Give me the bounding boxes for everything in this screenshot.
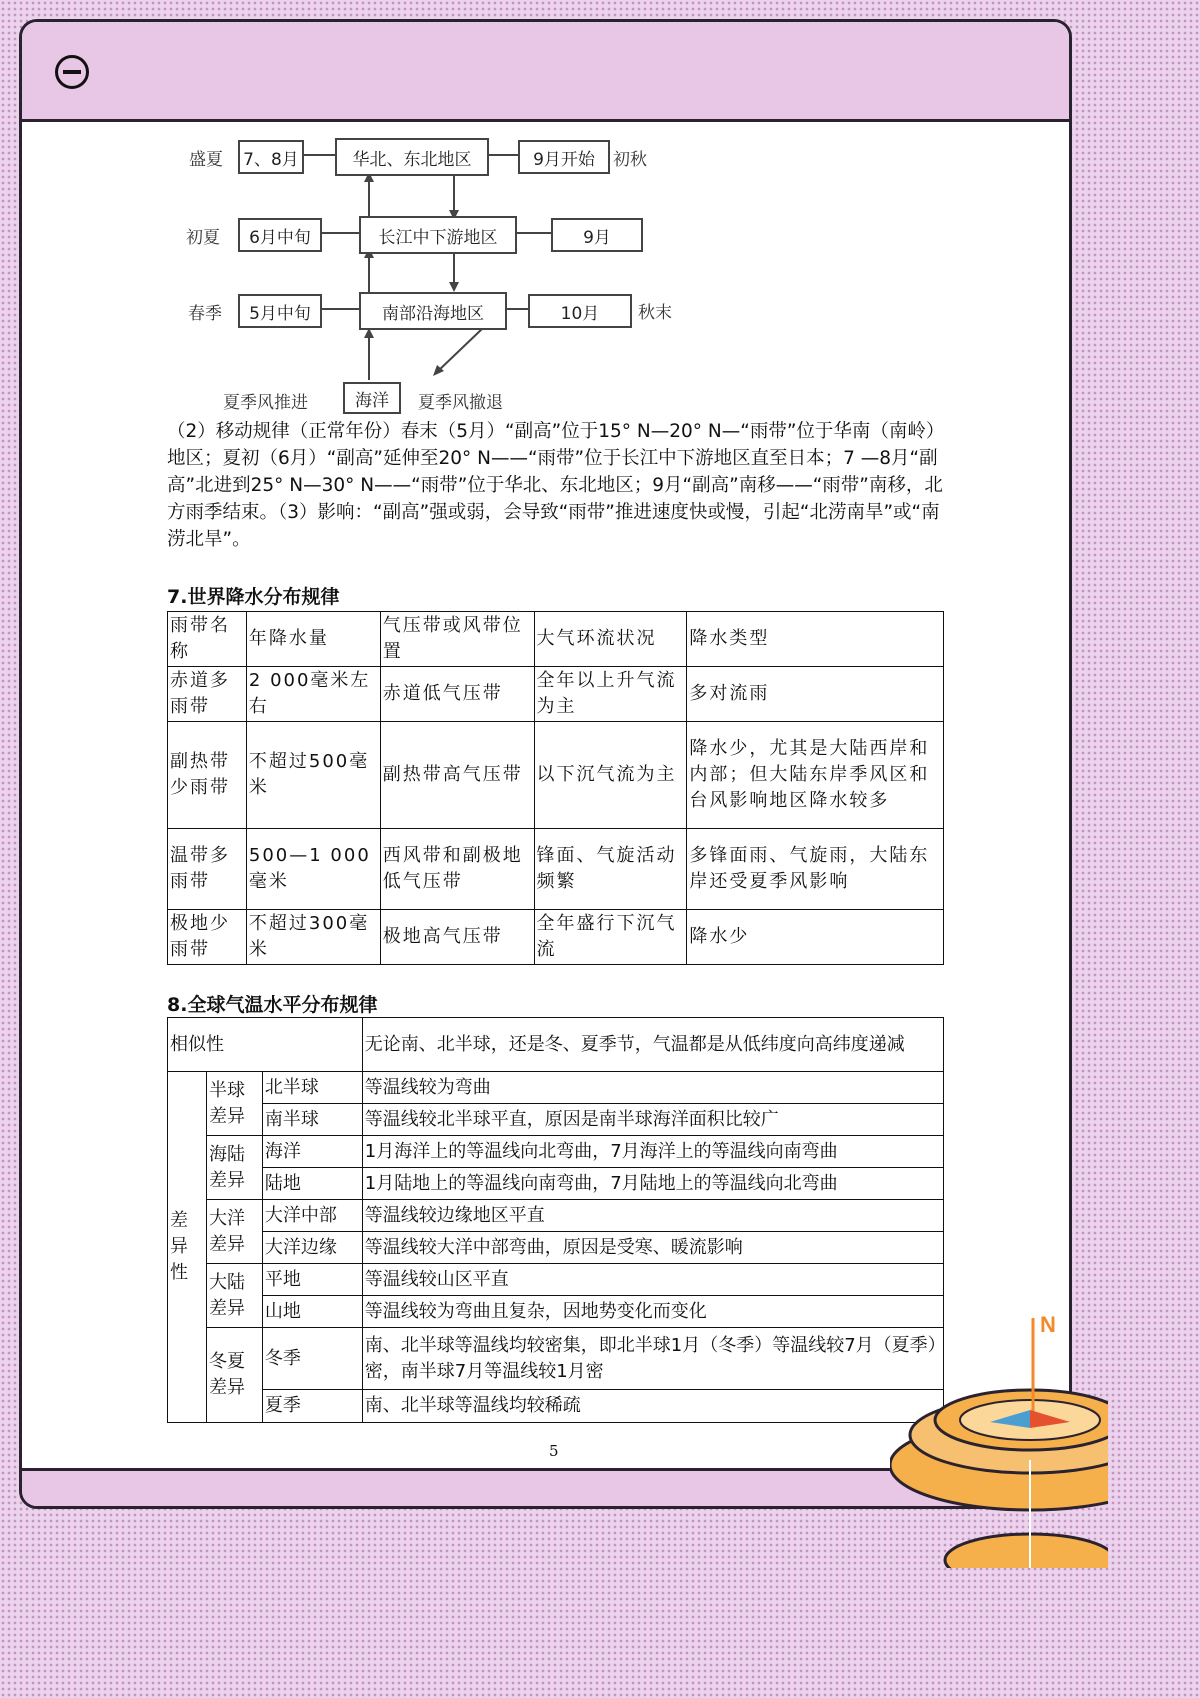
table-cell: 锋面、气旋活动频繁 — [534, 829, 687, 910]
table-cell: 极地高气压带 — [380, 910, 534, 965]
group-label: 大陆差异 — [206, 1264, 262, 1328]
similarity-text: 无论南、北半球，还是冬、夏季节，气温都是从低纬度向高纬度递减 — [362, 1018, 943, 1072]
temperature-table — [167, 1017, 944, 1423]
table-row — [168, 910, 944, 965]
item-label: 大洋中部 — [262, 1200, 362, 1232]
table-cell: 全年以上升气流为主 — [534, 667, 687, 722]
page-number: 5 — [549, 1442, 559, 1460]
table-header-cell: 气压带或风带位置 — [380, 612, 534, 667]
item-text: 南、北半球等温线均较密集，即北半球1月（冬季）等温线较7月（夏季）密，南半球7月等温线较1月密 — [362, 1328, 943, 1390]
table-header-cell: 大气环流状况 — [534, 612, 687, 667]
table-header-cell: 雨带名称 — [168, 612, 247, 667]
group-label: 冬夏差异 — [206, 1328, 262, 1423]
table-row — [168, 1200, 944, 1232]
diagram-start-box: 5月中旬 — [238, 294, 322, 328]
item-label: 北半球 — [262, 1072, 362, 1104]
diagram-end-season-label: 秋末 — [638, 303, 672, 323]
table-row — [168, 722, 944, 829]
table-cell: 副热带高气压带 — [380, 722, 534, 829]
diagram-region-box: 华北、东北地区 — [335, 138, 489, 176]
diagram-start-box: 6月中旬 — [238, 218, 322, 252]
item-text: 等温线较山区平直 — [362, 1264, 943, 1296]
table-cell: 降水少，尤其是大陆西岸和内部；但大陆东岸季风区和台风影响地区降水较多 — [687, 722, 944, 829]
table-cell: 500—1 000毫米 — [246, 829, 380, 910]
diagram-season-label: 春季 — [188, 304, 222, 324]
table-cell: 西风带和副极地低气压带 — [380, 829, 534, 910]
item-label: 海洋 — [262, 1136, 362, 1168]
item-text: 等温线较为弯曲且复杂，因地势变化而变化 — [362, 1296, 943, 1328]
item-label: 山地 — [262, 1296, 362, 1328]
precipitation-table — [167, 611, 944, 965]
difference-label: 差异性 — [168, 1072, 207, 1423]
table-row — [168, 1018, 944, 1072]
item-text: 1月海洋上的等温线向北弯曲，7月海洋上的等温线向南弯曲 — [362, 1136, 943, 1168]
movement-paragraph: （2）移动规律（正常年份）春末（5月）“副高”位于15° N—20° N—“雨带”位于华南（南岭）地区；夏初（6月）“副高”延伸至20° N——“雨带”位于长江中下游地区直至日本；7 —8月“副高”北进到25° N—30° N——“雨带”位于华北、东北地区；9月“副高”南移——“雨带”南移，北方雨季结束。（3）影响：“副高”强或弱，会导致“雨带”推进速度快或慢，引起“北涝南旱”或“南涝北旱”。 — [167, 421, 943, 550]
table-cell: 多锋面雨、气旋雨，大陆东岸还受夏季风影响 — [687, 829, 944, 910]
table-row — [168, 1136, 944, 1168]
item-text: 南、北半球等温线均较稀疏 — [362, 1390, 943, 1423]
similarity-label: 相似性 — [168, 1018, 363, 1072]
table-header-row — [168, 612, 944, 667]
diagram-start-box: 7、8月 — [238, 140, 304, 174]
table-cell: 副热带少雨带 — [168, 722, 247, 829]
diagram-end-season-label: 初秋 — [613, 150, 647, 170]
item-text: 1月陆地上的等温线向南弯曲，7月陆地上的等温线向北弯曲 — [362, 1168, 943, 1200]
table-header-cell: 降水类型 — [687, 612, 944, 667]
diagram-end-box: 10月 — [528, 294, 632, 328]
section7-title: 7.世界降水分布规律 — [167, 586, 340, 608]
header-band — [22, 22, 1069, 122]
diagram-source-box: 海洋 — [343, 382, 401, 414]
section8-title: 8.全球气温水平分布规律 — [167, 994, 378, 1016]
table-cell: 以下沉气流为主 — [534, 722, 687, 829]
table-row — [168, 1168, 944, 1200]
table-cell: 不超过300毫米 — [246, 910, 380, 965]
table-cell: 温带多雨带 — [168, 829, 247, 910]
table-row — [168, 1328, 944, 1390]
diagram-end-box: 9月开始 — [518, 140, 610, 174]
diagram-advance-label: 夏季风推进 — [223, 393, 308, 413]
diagram-region-box: 南部沿海地区 — [359, 292, 507, 330]
compass-decoration-icon — [890, 1310, 1108, 1568]
table-row — [168, 1296, 944, 1328]
table-cell: 不超过500毫米 — [246, 722, 380, 829]
table-row — [168, 1104, 944, 1136]
table-row — [168, 1264, 944, 1296]
item-label: 大洋边缘 — [262, 1232, 362, 1264]
table-row — [168, 829, 944, 910]
minus-circle-icon[interactable] — [55, 55, 89, 89]
item-label: 冬季 — [262, 1328, 362, 1390]
table-row — [168, 1232, 944, 1264]
table-cell: 多对流雨 — [687, 667, 944, 722]
table-cell: 极地少雨带 — [168, 910, 247, 965]
table-header-cell: 年降水量 — [246, 612, 380, 667]
group-label: 大洋差异 — [206, 1200, 262, 1264]
table-cell: 全年盛行下沉气流 — [534, 910, 687, 965]
diagram-season-label: 盛夏 — [189, 150, 223, 170]
item-label: 夏季 — [262, 1390, 362, 1423]
table-row — [168, 667, 944, 722]
item-label: 陆地 — [262, 1168, 362, 1200]
item-label: 南半球 — [262, 1104, 362, 1136]
item-text: 等温线较为弯曲 — [362, 1072, 943, 1104]
compass-label: N — [1040, 1312, 1056, 1337]
diagram-end-box: 9月 — [551, 218, 643, 252]
group-label: 半球差异 — [206, 1072, 262, 1136]
item-text: 等温线较大洋中部弯曲，原因是受寒、暖流影响 — [362, 1232, 943, 1264]
table-cell: 降水少 — [687, 910, 944, 965]
rain-belt-diagram — [183, 128, 693, 420]
table-cell: 2 000毫米左右 — [246, 667, 380, 722]
item-text: 等温线较北半球平直，原因是南半球海洋面积比较广 — [362, 1104, 943, 1136]
diagram-region-box: 长江中下游地区 — [359, 216, 517, 254]
item-label: 平地 — [262, 1264, 362, 1296]
table-cell: 赤道低气压带 — [380, 667, 534, 722]
item-text: 等温线较边缘地区平直 — [362, 1200, 943, 1232]
diagram-retreat-label: 夏季风撤退 — [418, 393, 503, 413]
diagram-season-label: 初夏 — [186, 228, 220, 248]
table-cell: 赤道多雨带 — [168, 667, 247, 722]
table-row — [168, 1390, 944, 1423]
table-row — [168, 1072, 944, 1104]
group-label: 海陆差异 — [206, 1136, 262, 1200]
